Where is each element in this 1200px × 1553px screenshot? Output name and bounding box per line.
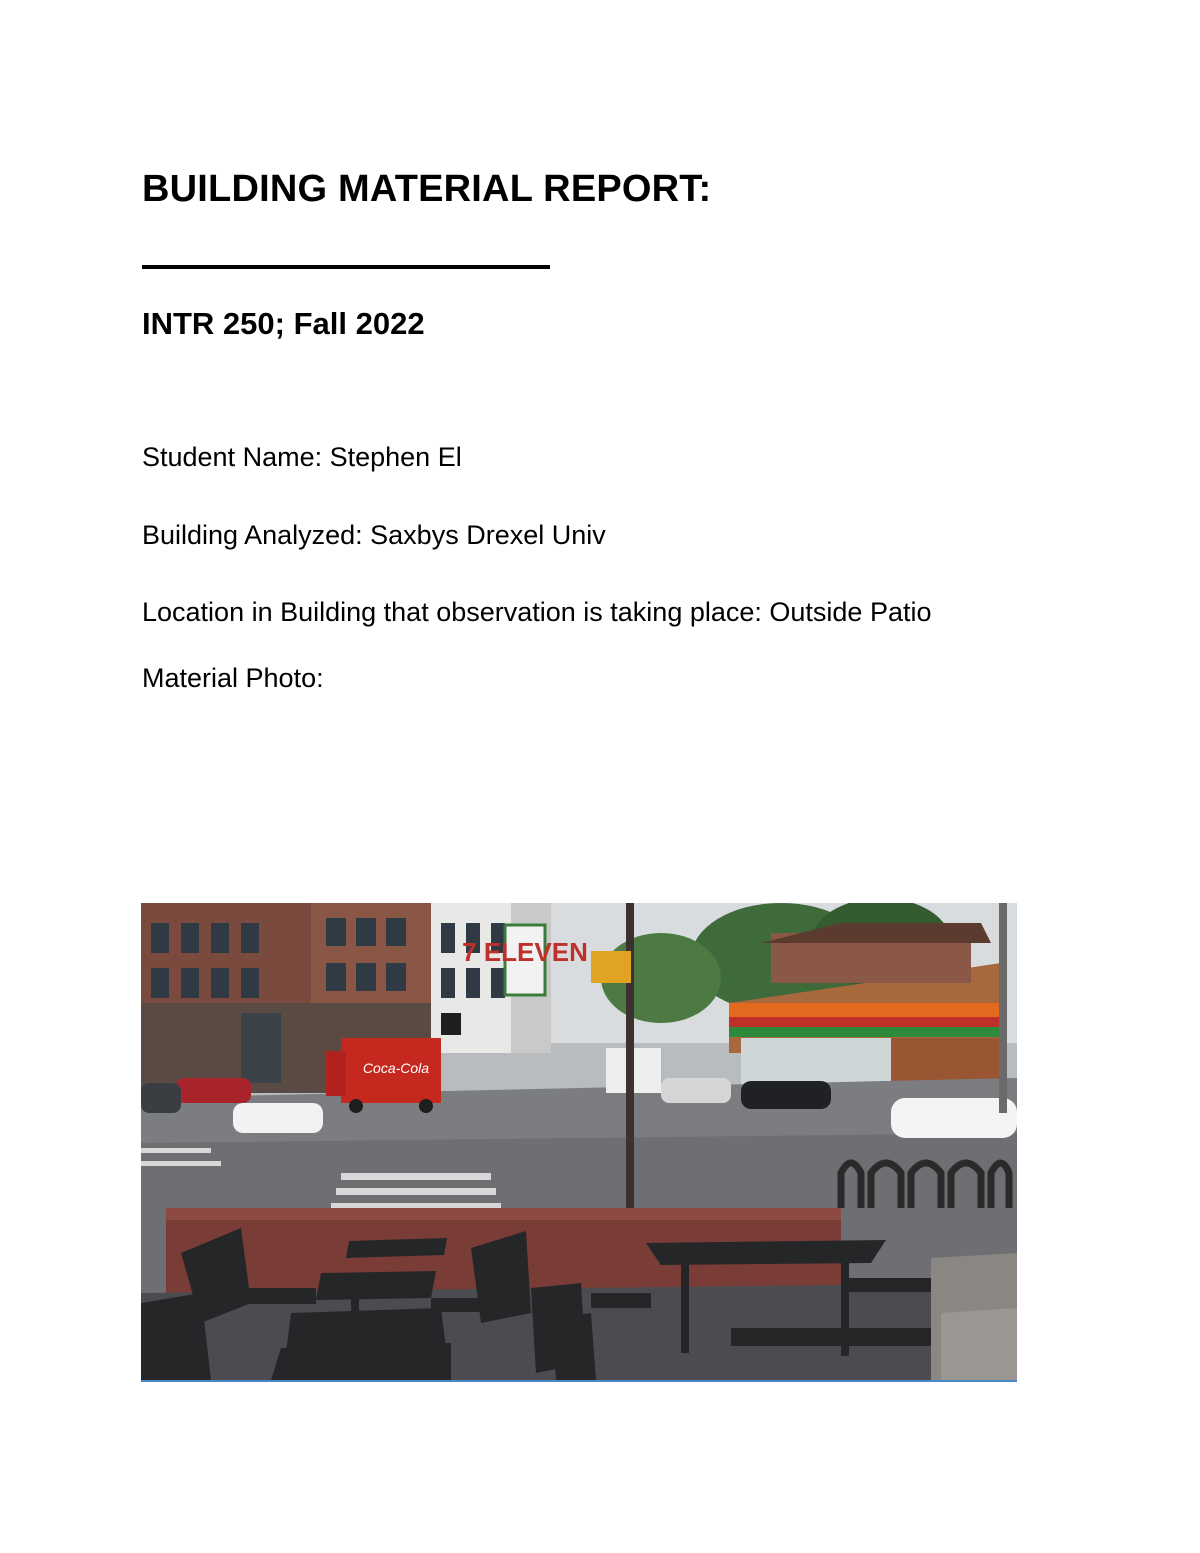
street-scene-illustration xyxy=(141,903,1017,1380)
course-label: INTR 250; Fall 2022 xyxy=(142,306,425,341)
building-analyzed-field: Building Analyzed: Saxbys Drexel Univ xyxy=(142,520,606,550)
material-photo-label: Material Photo: xyxy=(142,663,324,693)
truck-logo-text: Coca-Cola xyxy=(362,1060,430,1076)
material-photo xyxy=(141,903,1017,1382)
store-sign-text: 7 ELEVEN xyxy=(462,937,588,967)
student-name-field: Student Name: Stephen El xyxy=(142,442,462,472)
location-field: Location in Building that observation is taking place: Outside Patio xyxy=(142,597,932,627)
title-blank-line xyxy=(142,265,550,269)
report-title: BUILDING MATERIAL REPORT: xyxy=(142,168,712,210)
